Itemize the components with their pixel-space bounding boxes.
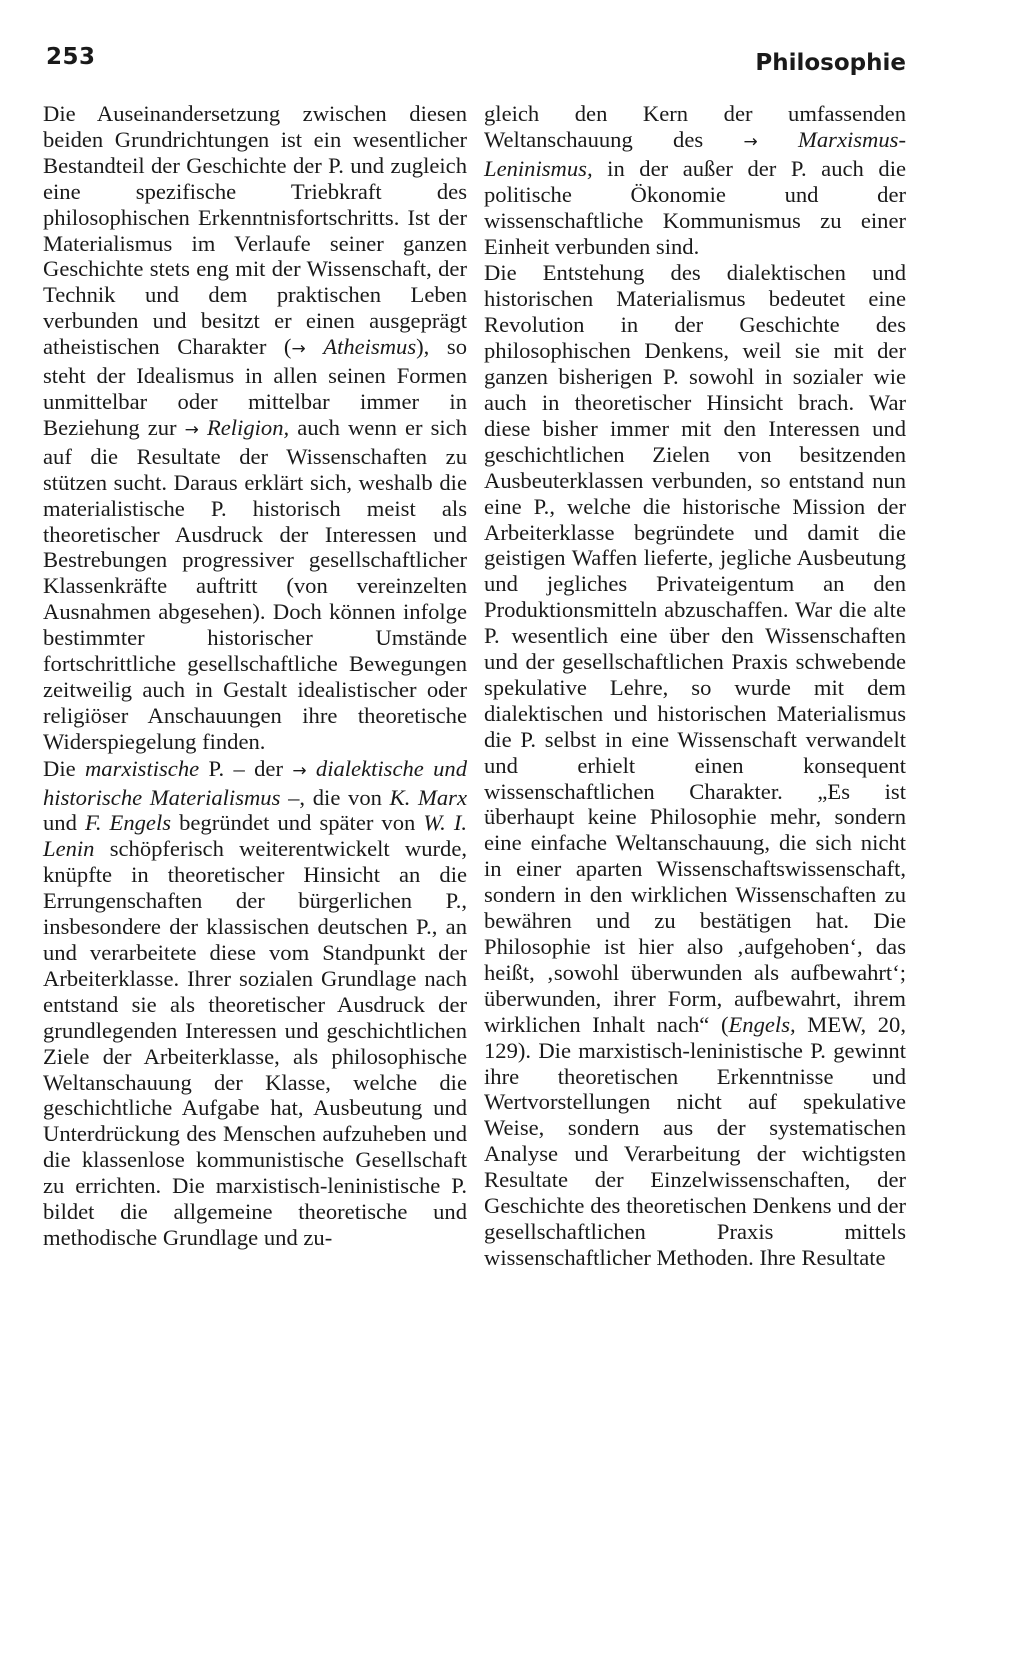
text-segment: in der außer der P. auch die politische Ökonomie und der wissenschaftliche Kommunismus zu einer Einheit verbunden sind. [484,155,906,259]
cross-reference-atheismus[interactable]: Atheismus [323,334,417,360]
text-segment: auch wenn er sich auf die Resultate der Wissenschaften zu stützen sucht. Daraus erklärt sich, weshalb die materialistische P. historisch meist als theoretischer Ausdruck der Interessen und Bestrebungen progressiver gesellschaftlicher Klassenkräfte auftritt (von vereinzelten Ausnahmen abgesehen). Doch können infolge bestimmter historischer Umstände fortschrittliche gesellschaftliche Bewegungen zeitweilig auch in Gestalt idealistischer oder religiöser Anschauungen ihre theoretische Widerspiegelung finden. [43,414,467,754]
text-segment: begründet und später von [171,810,424,836]
right-column [484,101,906,1272]
emphasis-marxistische: marxistische [84,755,200,781]
running-head-title: Philosophie [755,50,906,76]
text-segment: und [43,810,85,836]
text-segment: Die Entstehung des dialektischen und historischen Materialismus bedeutet eine Revolution in der Geschichte des philosophischen Denkens, weil sie mit der ganzen bisherigen P. sowohl in sozialer wie auch in theoretischer Hinsicht brach. War diese bisher immer mit den Interessen und geschichtlichen Zielen von besitzenden Ausbeuterklassen verbunden, so entstand nun eine P., welche die historische Mission der Arbeiterklasse begründete und damit die geistigen Waffen lieferte, jegliche Ausbeutung und jegliches Privateigentum an den Produktionsmitteln abzuschaffen. War die alte P. wesentlich eine über den Wissenschaften und der gesellschaftlichen Praxis schwebende spekulative Lehre, so wurde mit dem dialektischen und historischen Materialismus die P. selbst in eine Wissenschaft verwandelt und erhielt einen konsequent wissenschaftlichen Charakter. „Es ist überhaupt keine Philosophie mehr, sondern eine einfache Weltanschauung, die sich nicht in einer aparten Wissenschaftswissenschaft, sondern in den wirklichen Wissenschaften zu bewähren und zu bestätigen hat. Die Philosophie ist hier also ‚aufgehoben‘, das heißt, ‚sowohl überwunden als aufbewahrt‘; überwunden, ihrer Form, aufbewahrt, ihrem wirklichen Inhalt nach“ ( [484,260,906,1037]
text-segment: MEW, 20, 129). Die marxistisch-leninistische P. gewinnt ihre theoretischen Erkenntnisse und Wertvorstellungen nicht auf spekulative Weise, sondern aus der systematischen Analyse und Verarbeitung der wichtigsten Resultate der Einzelwissenschaften, der Geschichte des theoretischen Denkens und der gesellschaftlichen Praxis mittels wissenschaftlicher Methoden. Ihre Resultate [484,1011,906,1270]
paragraph-marxist-philosophy [43,756,467,1251]
text-segment: Die Auseinandersetzung zwischen diesen beiden Grundrichtungen ist ein wesentlicher Bestandteil der Geschichte der P. und zugleich eine spezifische Triebkraft des philosophischen Erkenntnisfortschritts. Ist der Materialismus im Verlaufe seiner ganzen Geschichte stets eng mit der Wissenschaft, der Technik und dem praktischen Leben verbunden und besitzt er einen ausgeprägt atheistischen Charakter ( [43,101,467,360]
cross-reference-arrow-icon: → [292,760,307,781]
cross-reference-dialektischer-materialismus[interactable]: dialektische und historische Materialismus [43,755,468,810]
page-number: 253 [46,44,96,70]
cross-reference-arrow-icon: → [184,419,199,440]
author-name-engels: F. Engels [84,810,172,836]
text-segment: –, die von [280,784,390,810]
paragraph-materialism-idealism [43,101,467,755]
text-segment: Die [43,755,85,781]
left-column [43,101,467,1252]
text-segment: ), so steht der Idealismus in allen seinen Formen unmittelbar oder mittelbar immer in Beziehung zur [43,334,467,440]
cross-reference-arrow-icon: → [291,339,306,360]
paragraph-revolution-in-philosophy [484,260,906,1270]
text-segment: P. – der [199,755,293,781]
author-name-lenin: W. I. Lenin [43,810,468,862]
cross-reference-religion[interactable]: Religion, [206,414,290,440]
author-name-marx: K. Marx [389,784,467,810]
text-segment: gleich den Kern der umfassenden Weltanschauung des [484,101,906,152]
paragraph-continuation [484,101,906,259]
citation-author-engels: Engels, [728,1011,796,1037]
text-segment: schöpferisch weiterentwickelt wurde, knüpfte in theoretischer Hinsicht an die Errungenschaften der bürgerlichen P., insbesondere der klassischen deutschen P., an und verarbeitete diese vom Standpunkt der Arbeiterklasse. Ihrer sozialen Grundlage nach entstand sie als theoretischer Ausdruck der grundlegenden Interessen und geschichtlichen Ziele der Arbeiterklasse, als philosophische Weltanschauung der Klasse, welche die geschichtliche Aufgabe hat, Ausbeutung und Unterdrückung des Menschen aufzuheben und die klassenlose kommunistische Gesellschaft zu errichten. Die marxistisch-leninistische P. bildet die allgemeine theoretische und methodische Grundlage und zu- [43,836,467,1250]
cross-reference-arrow-icon: → [743,131,758,152]
cross-reference-marxismus-leninismus[interactable]: Marxismus-Leninismus, [484,126,906,181]
